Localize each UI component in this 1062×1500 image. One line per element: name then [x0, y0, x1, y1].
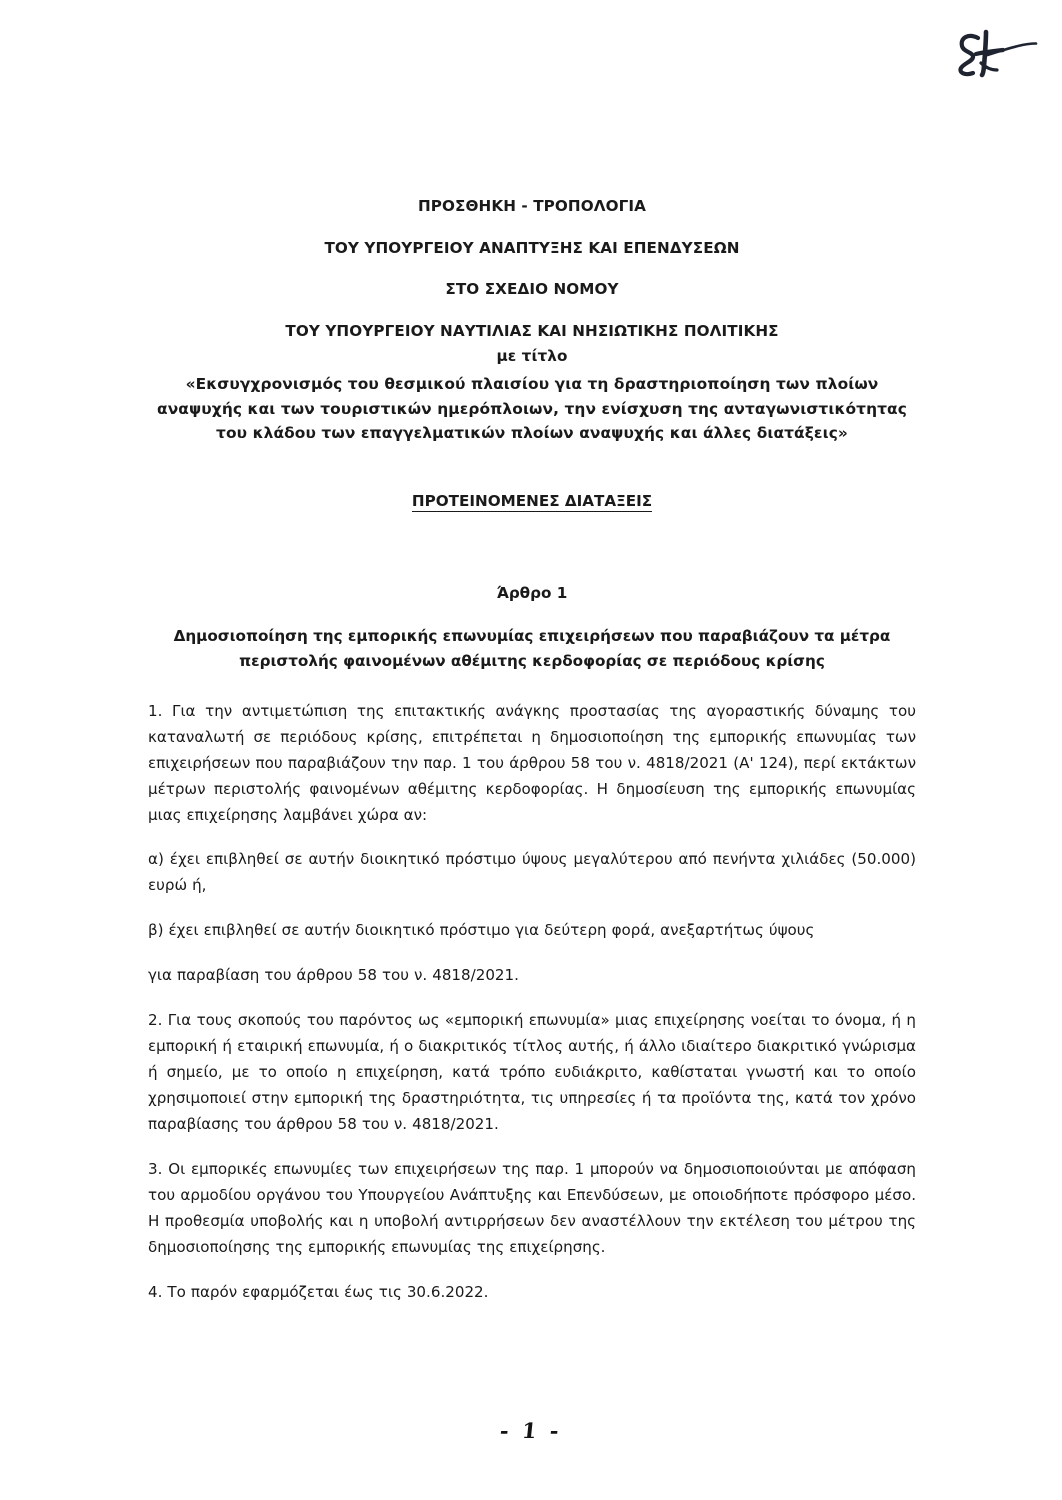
handwritten-signature-mark — [948, 18, 1040, 90]
paragraph-violation-reference: για παραβίαση του άρθρου 58 του ν. 4818/2021. — [148, 966, 519, 985]
paragraph-3: 3. Οι εμπορικές επωνυμίες των επιχειρήσεων της παρ. 1 μπορούν να δημοσιοποιούνται με απόφαση του αρμοδίου οργάνου του Υπουργείου Ανάπτυξης και Επενδύσεων, με οποιοδήποτε πρόσφορο μέσο. Η προθεσμία υποβολής και η υποβολή αντιρρήσεων δεν αναστέλλουν την εκτέλεση του μέτρου της δημοσιοποίησης της εμπορικής επωνυμίας της επιχείρησης. — [148, 1160, 916, 1256]
article-number-heading: Άρθρο 1 — [496, 584, 568, 603]
header-line-ministry-maritime: ΤΟΥ ΥΠΟΥΡΓΕΙΟΥ ΝΑΥΤΙΛΙΑΣ ΚΑΙ ΝΗΣΙΩΤΙΚΗΣ ΠΟΛΙΤΙΚΗΣ — [285, 321, 779, 340]
paragraph-2: 2. Για τους σκοπούς του παρόντος ως «εμπορική επωνυμία» μιας επιχείρησης νοείται το όνομα, ή η εμπορική ή εταιρική επωνυμία, ή ο διακριτικός τίτλος αυτής, ή άλλο ιδιαίτερο διακριτικό γνώρισμα ή σημείο, με το οποίο η επιχείρηση, κατά τρόπο ευδιάκριτο, καθίσταται γνωστή και το οποίο χρησιμοποιεί στην εμπορική της δραστηριότητα, τις υπηρεσίες ή τα προϊόντα της, κατά τον χρόνο παραβίασης του άρθρου 58 του ν. 4818/2021. — [148, 1011, 916, 1134]
proposed-provisions-heading — [148, 492, 916, 510]
paragraph-1: 1. Για την αντιμετώπιση της επιτακτικής ανάγκης προστασίας της αγοραστικής δύναμης του καταναλωτή σε περιόδους κρίσης, επιτρέπεται η δημοσιοποίηση της εμπορικής επωνυμίας των επιχειρήσεων που παραβιάζουν την παρ. 1 του άρθρου 58 του ν. 4818/2021 (Α' 124), περί εκτάκτων μέτρων περιστολής φαινομένων αθέμιτης κερδοφορίας. Η δημοσίευση της εμπορικής επωνυμίας μιας επιχείρησης λαμβάνει χώρα αν: — [148, 701, 916, 824]
header-line-ministry-development: ΤΟΥ ΥΠΟΥΡΓΕΙΟΥ ΑΝΑΠΤΥΞΗΣ ΚΑΙ ΕΠΕΝΔΥΣΕΩΝ — [324, 238, 740, 257]
paragraph-4: 4. Το παρόν εφαρμόζεται έως τις 30.6.2022. — [148, 1282, 489, 1301]
header-line-amendment: ΠΡΟΣΘΗΚΗ - ΤΡΟΠΟΛΟΓΙΑ — [418, 197, 646, 215]
article-title-heading: Δημοσιοποίηση της εμπορικής επωνυμίας επιχειρήσεων που παραβιάζουν τα μέτρα περιστολής φαινομένων αθέμιτης κερδοφορίας σε περιόδους κρίσης — [173, 627, 891, 671]
article-body — [148, 699, 916, 1306]
header-line-to-bill: ΣΤΟ ΣΧΕΔΙΟ ΝΟΜΟΥ — [445, 280, 619, 299]
paragraph-alpha: α) έχει επιβληθεί σε αυτήν διοικητικό πρόστιμο ύψους μεγαλύτερου από πενήντα χιλιάδες (50.000) ευρώ ή, — [148, 850, 916, 895]
header-line-with-title: με τίτλο — [496, 347, 568, 366]
proposed-provisions-text: ΠΡΟΤΕΙΝΟΜΕΝΕΣ ΔΙΑΤΑΞΕΙΣ — [411, 492, 653, 511]
document-header-block — [148, 0, 916, 446]
page-footer — [0, 1418, 1062, 1443]
bill-title: «Εκσυγχρονισμός του θεσμικού πλαισίου για τη δραστηριοποίηση των πλοίων αναψυχής και των τουριστικών ημερόπλοιων, την ενίσχυση της ανταγωνιστικότητας του κλάδου των επαγγελματικών πλοίων αναψυχής και άλλες διατάξεις» — [157, 374, 907, 443]
paragraph-beta: β) έχει επιβληθεί σε αυτήν διοικητικό πρόστιμο για δεύτερη φορά, ανεξαρτήτως ύψους — [148, 921, 815, 940]
page-number: - 1 - — [498, 1418, 564, 1443]
document-content — [148, 0, 916, 1306]
